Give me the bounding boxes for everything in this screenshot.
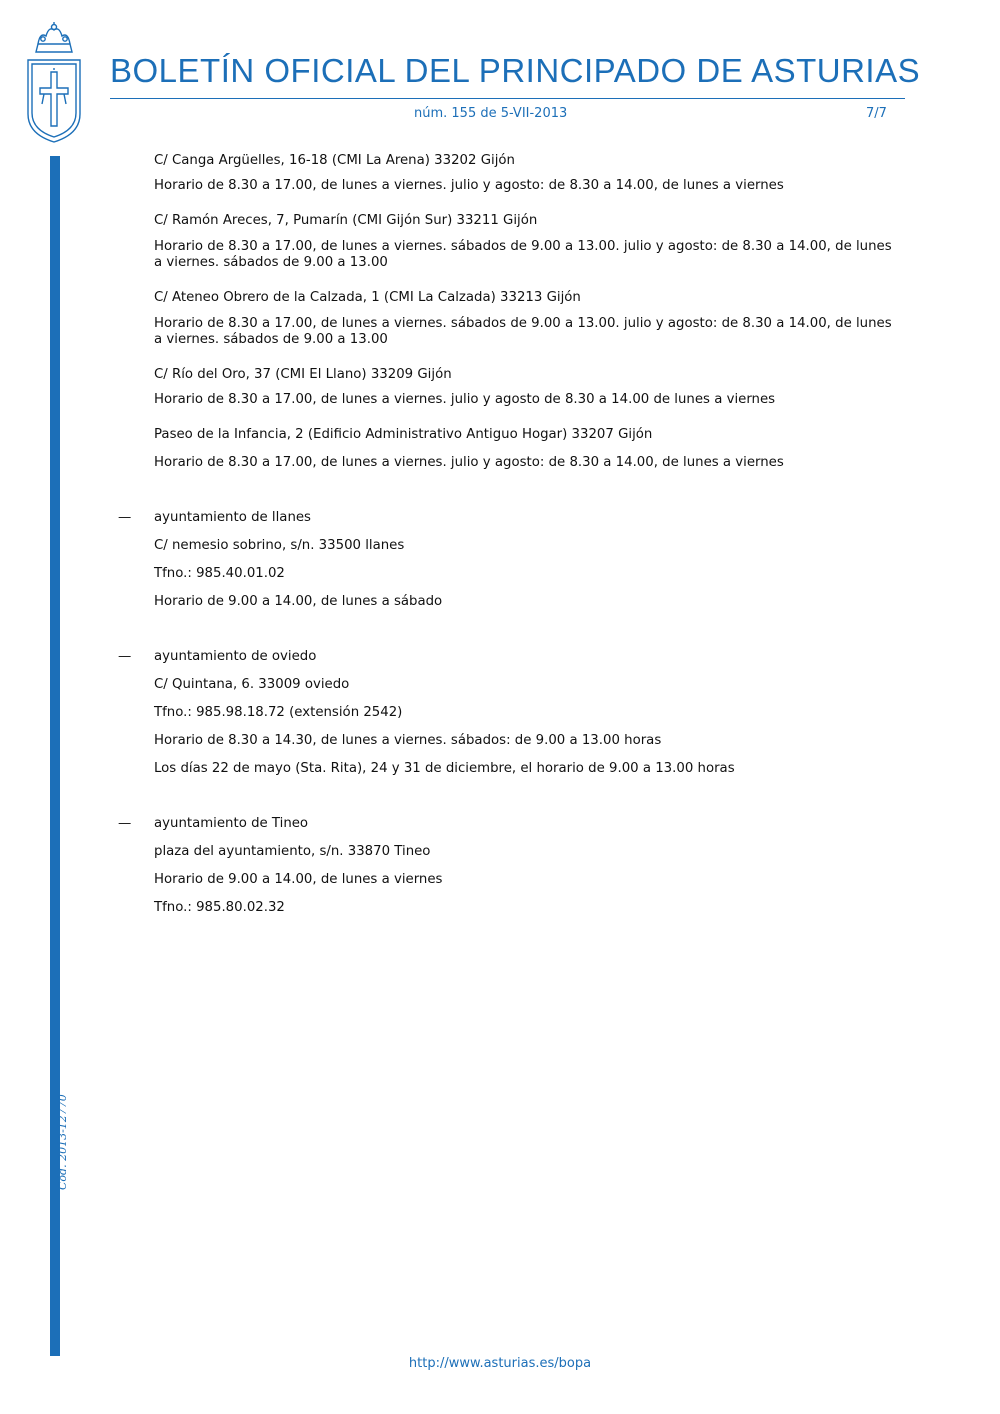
special-hours: Los días 22 de mayo (Sta. Rita), 24 y 31 de diciembre, el horario de 9.00 a 13.00 horas bbox=[154, 761, 735, 776]
office-phone: Tfno.: 985.40.01.02 bbox=[154, 566, 285, 581]
municipality-name: ayuntamiento de llanes bbox=[154, 510, 311, 525]
office-hours: Horario de 8.30 a 17.00, de lunes a viernes. julio y agosto: de 8.30 a 14.00, de lunes a viernes bbox=[154, 178, 784, 193]
list-dash: — bbox=[118, 649, 132, 664]
document-code: Cód. 2013-12770 bbox=[56, 1094, 69, 1190]
office-address: C/ Río del Oro, 37 (CMI El Llano) 33209 Gijón bbox=[154, 367, 452, 382]
office-phone: Tfno.: 985.80.02.32 bbox=[154, 900, 285, 915]
office-hours: Horario de 8.30 a 17.00, de lunes a viernes. julio y agosto: de 8.30 a 14.00, de lunes a viernes bbox=[154, 455, 784, 470]
office-hours: Horario de 8.30 a 14.30, de lunes a viernes. sábados: de 9.00 a 13.00 horas bbox=[154, 733, 662, 748]
office-hours: Horario de 8.30 a 17.00, de lunes a viernes. sábados de 9.00 a 13.00. julio y agosto: de 8.30 a 14.00, de lunes bbox=[154, 316, 892, 331]
office-hours: Horario de 9.00 a 14.00, de lunes a sábado bbox=[154, 594, 443, 609]
office-hours: a viernes. sábados de 9.00 a 13.00 bbox=[154, 255, 388, 270]
issue-number: núm. 155 de 5-VII-2013 bbox=[414, 106, 568, 121]
header-rule bbox=[110, 98, 905, 99]
office-address: C/ Quintana, 6. 33009 oviedo bbox=[154, 677, 350, 692]
office-phone: Tfno.: 985.98.18.72 (extensión 2542) bbox=[154, 705, 403, 720]
office-address: C/ Ramón Areces, 7, Pumarín (CMI Gijón Sur) 33211 Gijón bbox=[154, 213, 538, 228]
office-hours: a viernes. sábados de 9.00 a 13.00 bbox=[154, 332, 388, 347]
list-dash: — bbox=[118, 816, 132, 831]
office-address: C/ nemesio sobrino, s/n. 33500 llanes bbox=[154, 538, 405, 553]
bulletin-title: BOLETÍN OFICIAL DEL PRINCIPADO DE ASTURIAS bbox=[110, 52, 921, 89]
office-address: C/ Canga Argüelles, 16-18 (CMI La Arena) 33202 Gijón bbox=[154, 153, 515, 168]
footer-url-link[interactable]: http://www.asturias.es/bopa bbox=[408, 1356, 592, 1371]
office-hours: Horario de 9.00 a 14.00, de lunes a viernes bbox=[154, 872, 443, 887]
page-number: 7/7 bbox=[866, 106, 887, 121]
office-address: C/ Ateneo Obrero de la Calzada, 1 (CMI La Calzada) 33213 Gijón bbox=[154, 290, 581, 305]
office-hours: Horario de 8.30 a 17.00, de lunes a viernes. sábados de 9.00 a 13.00. julio y agosto: de 8.30 a 14.00, de lunes bbox=[154, 239, 892, 254]
municipality-name: ayuntamiento de oviedo bbox=[154, 649, 317, 664]
office-hours: Horario de 8.30 a 17.00, de lunes a viernes. julio y agosto de 8.30 a 14.00 de lunes a viernes bbox=[154, 392, 776, 407]
asturias-crest-logo bbox=[22, 22, 86, 144]
list-dash: — bbox=[118, 510, 132, 525]
municipality-name: ayuntamiento de Tineo bbox=[154, 816, 309, 831]
office-address: Paseo de la Infancia, 2 (Edificio Administrativo Antiguo Hogar) 33207 Gijón bbox=[154, 427, 653, 442]
office-address: plaza del ayuntamiento, s/n. 33870 Tineo bbox=[154, 844, 431, 859]
